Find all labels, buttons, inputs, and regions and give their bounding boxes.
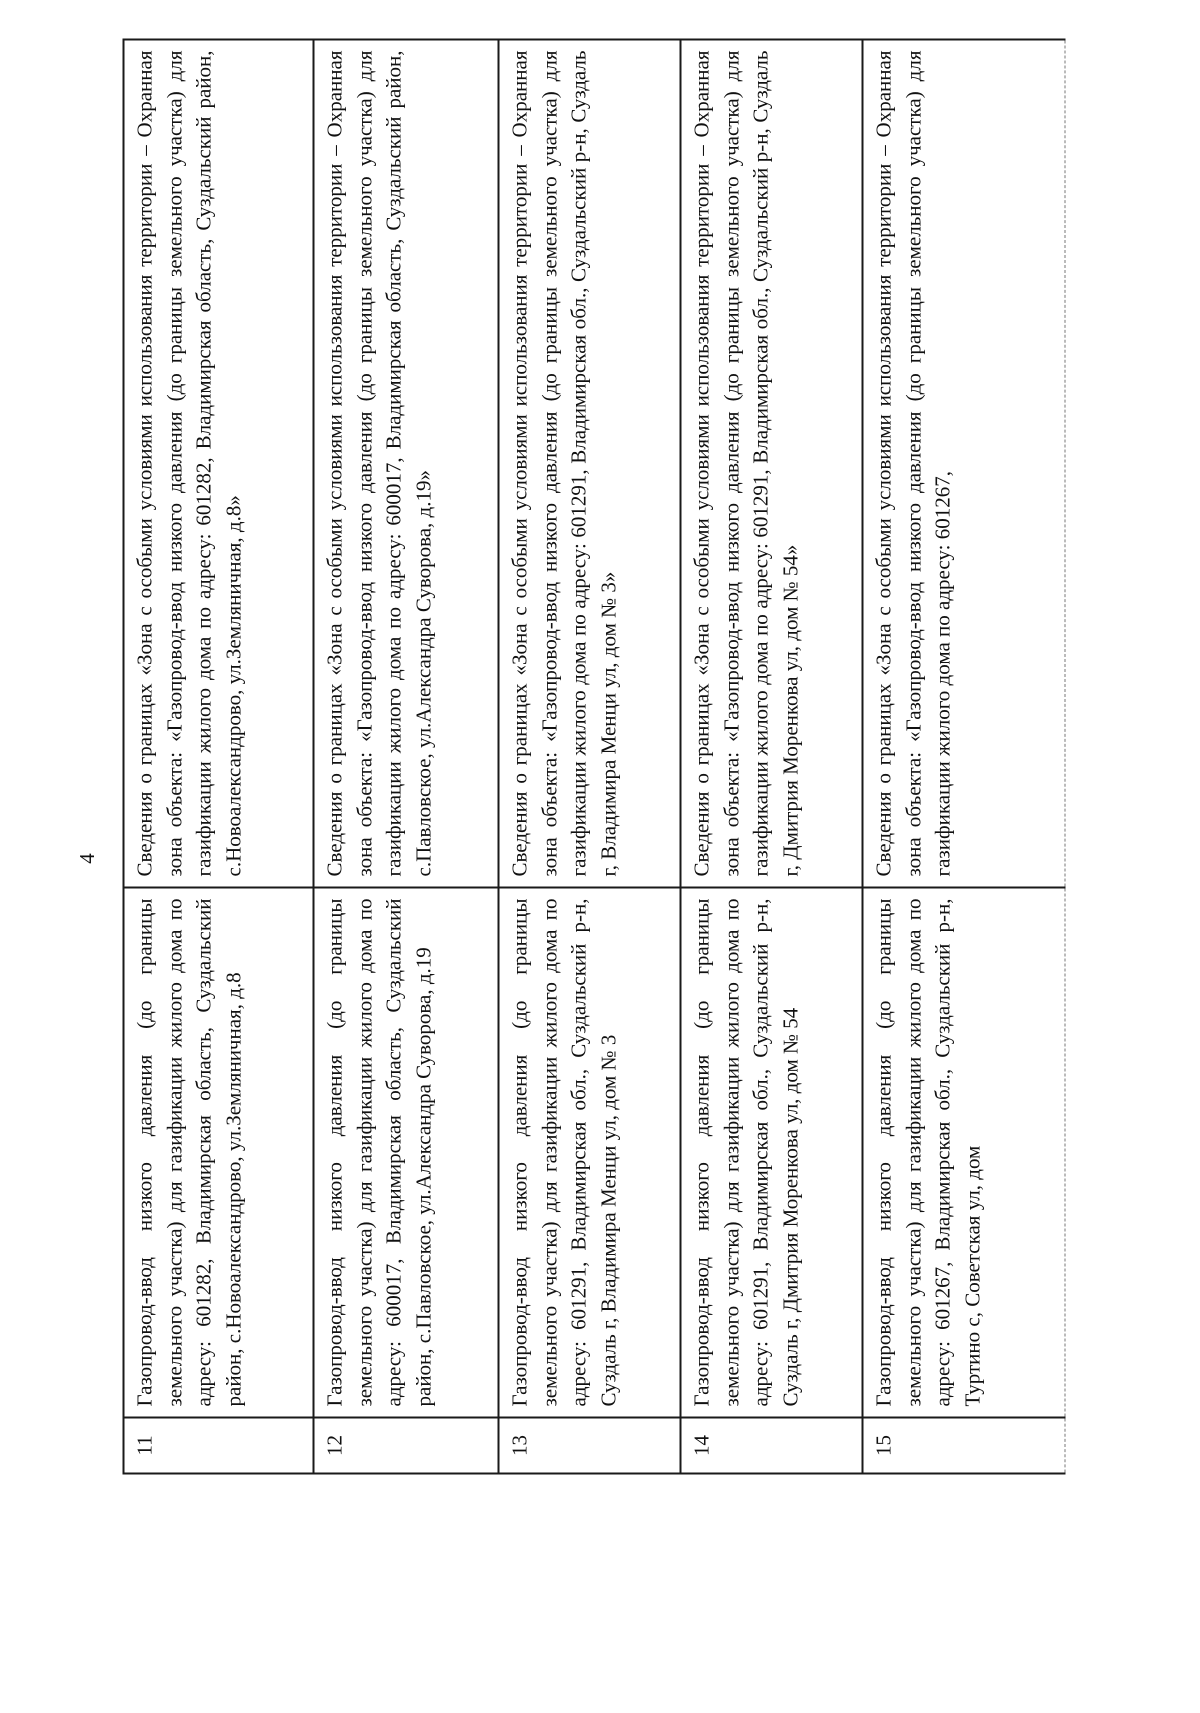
- table-row: [499, 40, 681, 1474]
- zone-info: Сведения о границах «Зона с особыми условиями использования территории – Охранная зона объекта: «Газопровод-ввод низкого давления (до границы земельного участка) для газификации жилого дома по адресу: 600017, Владимирская область, Суздальский район, с.Павловское, ул.Александра Суворова, д.19»: [314, 40, 499, 888]
- row-number: 11: [124, 1418, 314, 1474]
- row-number: 14: [681, 1418, 863, 1474]
- object-description: Газопровод-ввод низкого давления (до границы земельного участка) для газификации жилого дома по адресу: 601267, Владимирская обл., Суздальский р-н, Туртино с, Советская ул, дом: [863, 888, 1065, 1418]
- zone-info: Сведения о границах «Зона с особыми условиями использования территории – Охранная зона объекта: «Газопровод-ввод низкого давления (до границы земельного участка) для газификации жилого дома по адресу: 601291, Владимирская обл., Суздальский р-н, Суздаль г, Дмитрия Моренкова ул, дом № 54»: [681, 40, 863, 888]
- table-row: [124, 40, 314, 1474]
- object-description: Газопровод-ввод низкого давления (до границы земельного участка) для газификации жилого дома по адресу: 601282, Владимирская область, Суздальский район, с.Новоалександрово, ул.Земляничная, д.8: [124, 888, 314, 1418]
- object-description: Газопровод-ввод низкого давления (до границы земельного участка) для газификации жилого дома по адресу: 600017, Владимирская область, Суздальский район, с.Павловское, ул.Александра Суворова, д.19: [314, 888, 499, 1418]
- object-description: Газопровод-ввод низкого давления (до границы земельного участка) для газификации жилого дома по адресу: 601291, Владимирская обл., Суздальский р-н, Суздаль г, Владимира Менци ул, дом № 3: [499, 888, 681, 1418]
- registry-table: [123, 39, 1066, 1475]
- table-row: [863, 40, 1065, 1474]
- row-number: 15: [863, 1418, 1065, 1474]
- zone-info: Сведения о границах «Зона с особыми условиями использования территории – Охранная зона объекта: «Газопровод-ввод низкого давления (до границы земельного участка) для газификации жилого дома по адресу: 601291, Владимирская обл., Суздальский р-н, Суздаль г, Владимира Менци ул, дом № 3»: [499, 40, 681, 888]
- row-number: 13: [499, 1418, 681, 1474]
- object-description: Газопровод-ввод низкого давления (до границы земельного участка) для газификации жилого дома по адресу: 601291, Владимирская обл., Суздальский р-н, Суздаль г, Дмитрия Моренкова ул, дом № 54: [681, 888, 863, 1418]
- zone-info: Сведения о границах «Зона с особыми условиями использования территории – Охранная зона объекта: «Газопровод-ввод низкого давления (до границы земельного участка) для газификации жилого дома по адресу: 601282, Владимирская область, Суздальский район, с.Новоалександрово, ул.Земляничная, д.8»: [124, 40, 314, 888]
- table-row: [314, 40, 499, 1474]
- registry-table-rotated: [123, 41, 1064, 1475]
- table-row: [681, 40, 863, 1474]
- row-number: 12: [314, 1418, 499, 1474]
- page-number: 4: [74, 853, 99, 864]
- zone-info: Сведения о границах «Зона с особыми условиями использования территории – Охранная зона объекта: «Газопровод-ввод низкого давления (до границы земельного участка) для газификации жилого дома по адресу: 601267,: [863, 40, 1065, 888]
